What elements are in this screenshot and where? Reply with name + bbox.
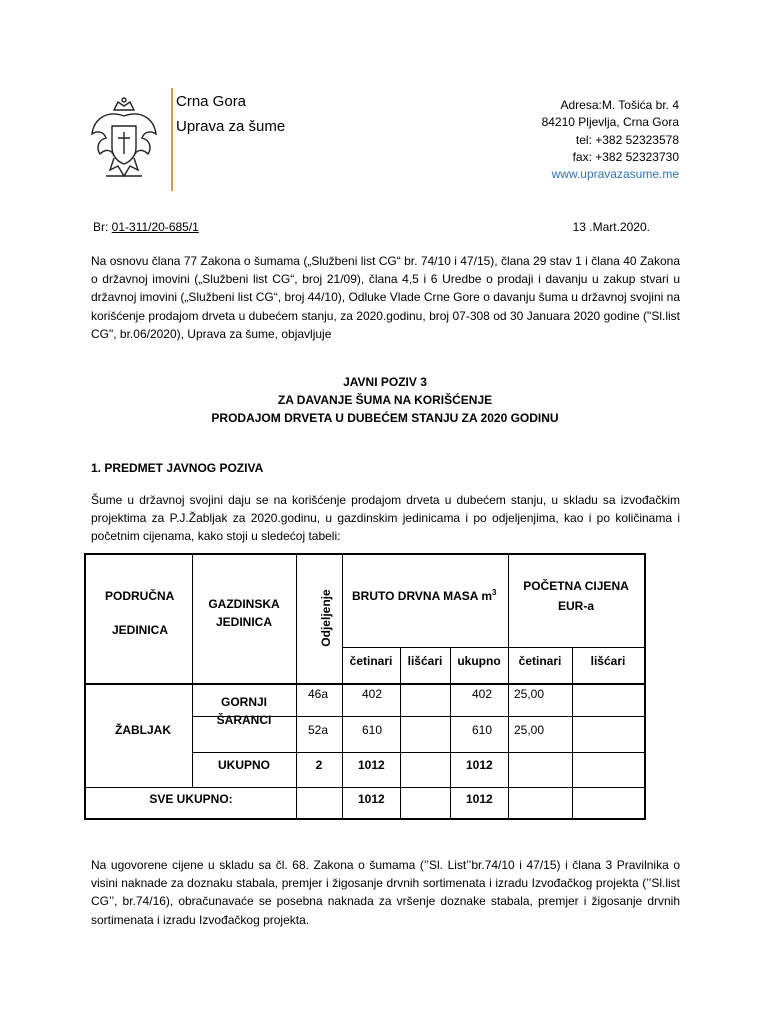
reference-number-value: 01-311/20-685/1 (111, 220, 199, 234)
row1-ukupno: 402 (471, 687, 492, 701)
pj-zabljak: ŽABLJAK (115, 723, 171, 737)
sve-ukupno-cetinari: 1012 (358, 792, 385, 806)
header-gazdinska-jedinica: JEDINICA (215, 615, 272, 629)
address-fax: fax: +382 52323730 (572, 149, 679, 164)
header-divider (171, 88, 173, 191)
title-line-3: PRODAJOM DRVETA U DUBEĆEM STANJU ZA 2020 GODINU (211, 411, 559, 425)
gj-line-2: ŠARANCI (216, 713, 272, 727)
intro-paragraph: Na osnovu člana 77 Zakona o šumama („Službeni list CG“ br. 74/10 i 47/15), člana 29 stav 1 i člana 40 Zakona o državnoj imovini („Službeni list CG“, broj 21/09), člana 4,5 i 6 Uredbe o prodaji i davanju u zakup stvari u državnoj imovini („Službeni list CG“, broj 44/10), Odluke Vlade Crne Gore o davanju šuma u državnoj svojini na korišćenje prodajom drveta u dubećem stanju, za 2020.godinu, broj 07-308 od 30 Januara 2020 godine ("Sl.list CG", br.06/2020), Uprava za šume, objavljuje (91, 254, 680, 341)
document-date: 13 .Mart.2020. (572, 220, 650, 234)
document-title (90, 373, 680, 427)
address-block (542, 97, 679, 183)
address-street: Adresa:M. Tošića br. 4 (560, 98, 679, 112)
title-line-2: ZA DAVANJE ŠUMA NA KORIŠĆENJE (277, 393, 493, 407)
ukupno-odj: 2 (315, 758, 323, 772)
section-paragraph: Šume u državnoj svojini daju se na korišćenje prodajom drveta u dubećem stanju, u skladu sa izvođačkim projektima za P.J.Žabljak za 2020.godinu, u gazdinskim jedinicama i po odjeljenjima, kao i po količinama i početnim cijenama, kako stoji u sledećoj tabeli: (91, 493, 680, 544)
row2-cijena: 25,00 (514, 723, 545, 737)
header-ukupno: ukupno (457, 654, 501, 668)
title-line-1: JAVNI POZIV 3 (343, 375, 427, 389)
sve-ukupno-ukupno: 1012 (466, 792, 493, 806)
ukupno-cetinari: 1012 (358, 758, 385, 772)
row2-ukupno: 610 (471, 723, 492, 737)
gj-line-1: GORNJI (220, 695, 267, 709)
table-row: 46a (307, 687, 328, 701)
header-jedinica: JEDINICA (112, 623, 169, 637)
sve-ukupno-label: SVE UKUPNO: (149, 792, 233, 806)
website-link[interactable]: www.upravazasume.me (551, 167, 679, 182)
address-city: 84210 Pljevlja, Crna Gora (541, 115, 679, 130)
row1-cijena: 25,00 (514, 687, 545, 701)
reference-number: Br: 01-311/20-685/1 (93, 220, 199, 234)
header-odjeljenje: Odjeljenje (319, 589, 333, 647)
org-name: Uprava za šume (176, 118, 286, 135)
forest-table (84, 553, 646, 820)
header-gazdinska: GAZDINSKA (208, 597, 280, 611)
header-liscari: lišćari (407, 654, 443, 668)
section-heading: 1. PREDMET JAVNOG POZIVA (91, 461, 264, 475)
header-cetinari: četinari (349, 654, 393, 668)
header-liscari-price: lišćari (590, 654, 626, 668)
header-bruto: BRUTO DRVNA MASA $m^3$ (352, 588, 497, 603)
header-pocetna: POČETNA CIJENA (523, 579, 629, 593)
closing-paragraph: Na ugovorene cijene u skladu sa čl. 68. Zakona o šumama (’’Sl. List’’br.74/10 i 47/15) i člana 3 Pravilnika o visini naknade za doznaku stabala, premjer i žigosanje drvnih sortimenata i izradu Izvođačkog projekta (’’Sl.list CG’’, br.74/16), obračunavaće se posebna naknada za vršenje doznake stabala, premjer i žigosanje drvnih sortimenata i izradu Izvođačkog projekta. (91, 858, 680, 927)
coat-of-arms-icon (88, 96, 160, 184)
ukupno-ukupno: 1012 (466, 758, 493, 772)
header-eur: EUR-a (557, 599, 594, 613)
org-country: Crna Gora (176, 93, 247, 110)
table-row: 52a (307, 723, 328, 737)
row2-cetinari: 610 (362, 723, 383, 737)
ukupno-label: UKUPNO (217, 758, 270, 772)
row1-cetinari: 402 (362, 687, 383, 701)
header-cetinari-price: četinari (518, 654, 562, 668)
address-tel: tel: +382 52323578 (575, 132, 679, 147)
header-podrucna: PODRUČNA (105, 589, 175, 603)
